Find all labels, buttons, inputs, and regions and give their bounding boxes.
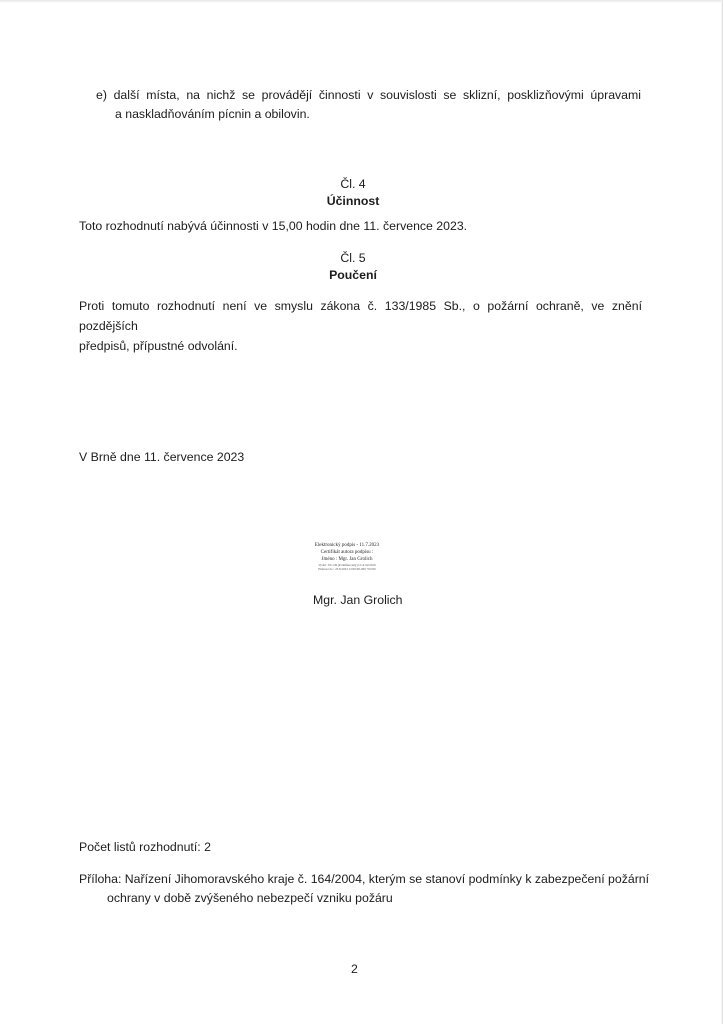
article-5-text (79, 296, 642, 356)
attachment-note (79, 870, 649, 908)
signature-line5: Platnost do : 23.8.2023 12:00:00-000 +02:00 (318, 567, 376, 571)
article-5-text-line1: Proti tomuto rozhodnutí není ve smyslu zákona č. 133/1985 Sb., o požární ochraně, ve znění pozdějších (79, 299, 642, 333)
attachment-line1: Příloha: Nařízení Jihomoravského kraje č. 164/2004, kterým se stanoví podmínky k zabezpečení požární (79, 872, 650, 886)
article-4-text: Toto rozhodnutí nabývá účinnosti v 15,00 hodin dne 11. července 2023. (79, 219, 468, 233)
article-5-title: Poučení (329, 268, 377, 282)
article-4-title: Účinnost (326, 194, 380, 208)
article-5-text-line2: předpisů, přípustné odvolání. (79, 339, 238, 353)
signature-line1: Elektronický podpis - 11.7.2023 (314, 543, 380, 548)
article-5-number: Čl. 5 (340, 251, 366, 265)
sheets-count: Počet listů rozhodnutí: 2 (79, 840, 211, 854)
list-item-e-line1: e) další místa, na nichž se provádějí činnosti v souvislosti se sklizní, posklizňovými úpravami (96, 88, 641, 102)
list-item-e (96, 86, 641, 124)
list-item-e-line2: a naskladňováním pícnin a obilovin. (115, 107, 310, 121)
place-date: V Brně dne 11. července 2023 (79, 450, 245, 464)
signature-line3: Jméno : Mgr. Jan Grolich (321, 557, 373, 562)
scan-edge-top (0, 0, 723, 3)
signature-line2: Certifikát autora podpisu : (320, 550, 374, 555)
attachment-line2: ochrany v době zvýšeného nebezpečí vzniku požáru (107, 891, 393, 905)
signatory-name: Mgr. Jan Grolich (313, 593, 403, 607)
page-number: 2 (351, 962, 358, 976)
article-4-number: Čl. 4 (340, 177, 366, 191)
electronic-signature-stamp (262, 542, 432, 571)
signature-line4: Vydal : EU-ID (kvalifikovaný) I.CA 02/2016 (318, 563, 376, 567)
